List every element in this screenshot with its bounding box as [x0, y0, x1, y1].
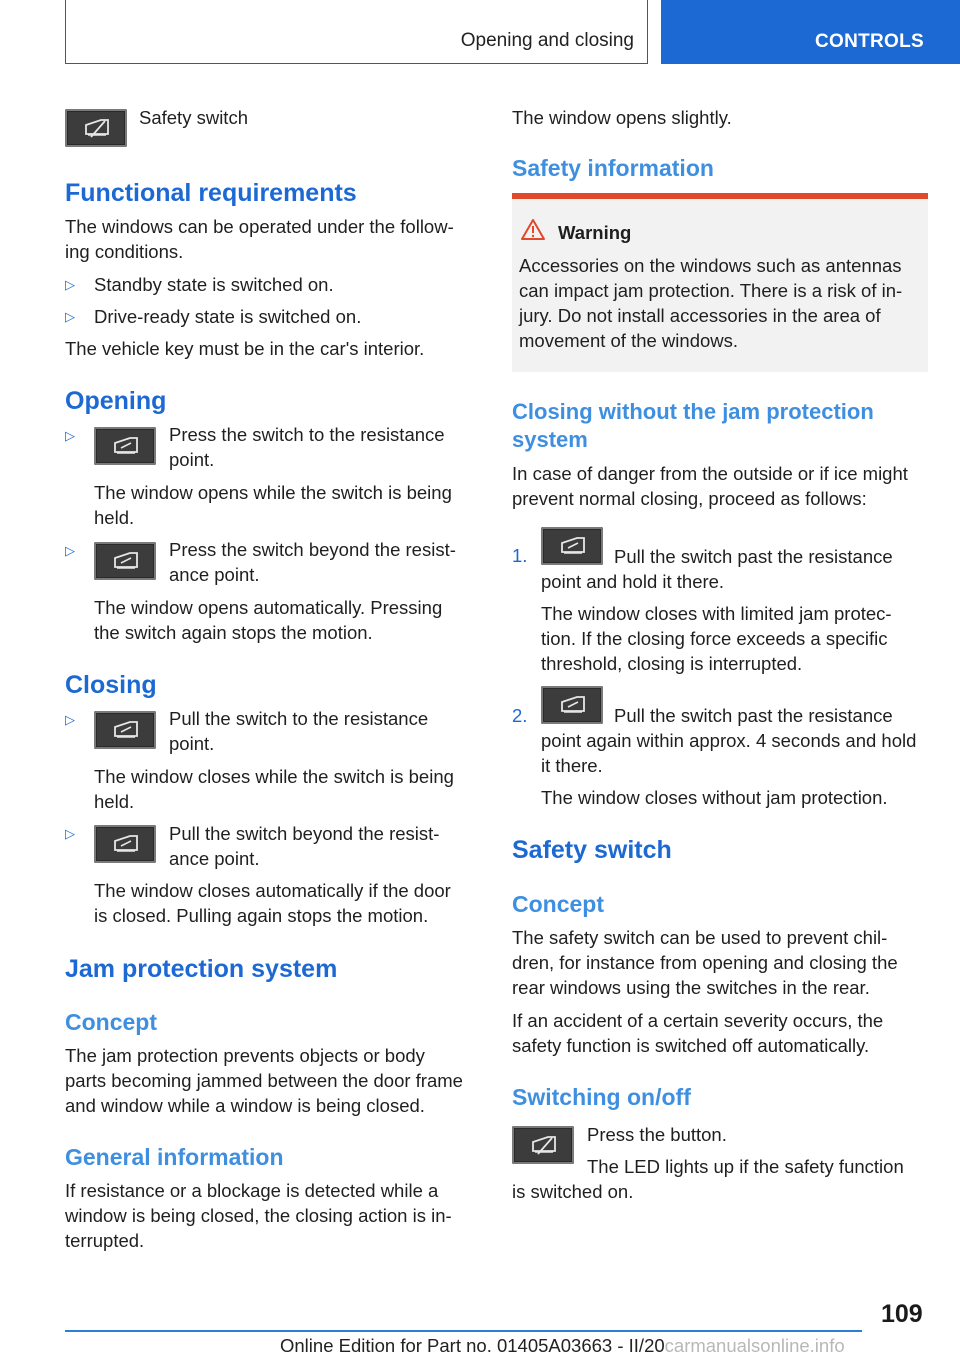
functional-requirements-intro-2: ing conditions. [65, 241, 184, 262]
jam-concept-line1: The jam protection prevents objects or body [65, 1045, 425, 1066]
list-item: Standby state is switched on. [94, 274, 334, 295]
window-switch-icon [94, 711, 156, 749]
header-chapter-title: CONTROLS [815, 31, 925, 52]
closing-item1-desc2: held. [94, 791, 135, 812]
safety-switch-icon [65, 109, 127, 147]
closing-item1-desc1: The window closes while the switch is being [94, 766, 454, 787]
window-switch-icon [94, 825, 156, 863]
general-information-line3: terrupted. [65, 1230, 145, 1251]
warning-triangle-icon [520, 218, 546, 242]
functional-requirements-note: The vehicle key must be in the car's interior. [65, 338, 425, 359]
safety-accident-line1: If an accident of a certain severity occurs, the [512, 1010, 884, 1031]
opening-item2-line1: Press the switch beyond the resist- [169, 539, 456, 560]
header-chapter-tab [661, 0, 960, 64]
opening-item1-line2: point. [169, 449, 215, 470]
closing-heading: Closing [65, 671, 157, 699]
step1-line1: Pull the switch past the resistance [614, 546, 893, 567]
safety-switch-caption: Safety switch [139, 107, 248, 128]
jam-protection-heading: Jam protection system [65, 955, 338, 983]
step1-desc3: threshold, closing is interrupted. [541, 653, 803, 674]
footer-divider [65, 1330, 862, 1332]
window-switch-icon [541, 527, 603, 565]
list-item: Drive-ready state is switched on. [94, 306, 362, 327]
bullet-triangle-icon: ▷ [65, 826, 75, 841]
closing-without-intro2: prevent normal closing, proceed as follows: [512, 488, 867, 509]
bullet-triangle-icon: ▷ [65, 309, 75, 324]
closing-item1-line2: point. [169, 733, 215, 754]
safety-switch-concept-heading: Concept [512, 891, 604, 917]
footer-edition [280, 1335, 845, 1357]
page-number: 109 [881, 1300, 923, 1328]
window-switch-icon [94, 542, 156, 580]
closing-item2-desc1: The window closes automatically if the door [94, 880, 451, 901]
warning-line1: Accessories on the windows such as antennas [519, 255, 902, 276]
window-switch-icon [541, 686, 603, 724]
bullet-triangle-icon: ▷ [65, 428, 75, 443]
jam-concept-line3: and window while a window is being closed. [65, 1095, 425, 1116]
step-number: 2. [512, 705, 528, 726]
header-section-box [65, 0, 648, 64]
closing-without-heading-line2: system [512, 427, 588, 452]
opening-heading: Opening [65, 387, 167, 415]
onoff-line2: The LED lights up if the safety function [587, 1156, 904, 1177]
general-information-heading: General information [65, 1144, 284, 1170]
bullet-triangle-icon: ▷ [65, 712, 75, 727]
step2-desc: The window closes without jam protection. [541, 787, 888, 808]
functional-requirements-intro-1: The windows can be operated under the follow- [65, 216, 454, 237]
opens-slightly-text: The window opens slightly. [512, 107, 732, 128]
warning-line4: movement of the windows. [519, 330, 739, 351]
safety-concept-line2: dren, for instance from opening and closing the [512, 952, 898, 973]
footer-edition-text: Online Edition for Part no. 01405A03663 - II/20 [280, 1335, 665, 1356]
warning-line3: jury. Do not install accessories in the area of [519, 305, 881, 326]
onoff-line3: is switched on. [512, 1181, 634, 1202]
switching-on-off-heading: Switching on/off [512, 1084, 691, 1110]
closing-item2-line2: ance point. [169, 848, 260, 869]
safety-information-heading: Safety information [512, 155, 714, 181]
functional-requirements-heading: Functional requirements [65, 179, 357, 207]
step2-line1: Pull the switch past the resistance [614, 705, 893, 726]
safety-accident-line2: safety function is switched off automatically. [512, 1035, 870, 1056]
footer-watermark: carmanualsonline.info [664, 1335, 845, 1356]
safety-switch-heading: Safety switch [512, 836, 672, 864]
step2-line2: point again within approx. 4 seconds and hold [541, 730, 917, 751]
opening-item2-desc2: the switch again stops the motion. [94, 622, 373, 643]
general-information-line2: window is being closed, the closing action is in- [65, 1205, 452, 1226]
closing-without-heading-line1: Closing without the jam protection [512, 399, 874, 424]
bullet-triangle-icon: ▷ [65, 543, 75, 558]
safety-concept-line3: rear windows using the switches in the rear. [512, 977, 870, 998]
warning-line2: can impact jam protection. There is a risk of in- [519, 280, 903, 301]
step1-desc1: The window closes with limited jam protec- [541, 603, 892, 624]
general-information-line1: If resistance or a blockage is detected while a [65, 1180, 439, 1201]
jam-concept-line2: parts becoming jammed between the door frame [65, 1070, 463, 1091]
opening-item1-desc2: held. [94, 507, 135, 528]
closing-without-intro1: In case of danger from the outside or if ice might [512, 463, 908, 484]
closing-item2-desc2: is closed. Pulling again stops the motion. [94, 905, 429, 926]
safety-concept-line1: The safety switch can be used to prevent chil- [512, 927, 888, 948]
jam-concept-heading: Concept [65, 1009, 157, 1035]
window-switch-icon [94, 427, 156, 465]
opening-item1-line1: Press the switch to the resistance [169, 424, 445, 445]
header-section-title: Opening and closing [460, 30, 634, 51]
step2-line3: it there. [541, 755, 603, 776]
opening-item1-desc1: The window opens while the switch is being [94, 482, 452, 503]
onoff-line1: Press the button. [587, 1124, 727, 1145]
step1-line2: point and hold it there. [541, 571, 725, 592]
closing-item1-line1: Pull the switch to the resistance [169, 708, 429, 729]
step-number: 1. [512, 545, 528, 566]
opening-item2-line2: ance point. [169, 564, 260, 585]
closing-item2-line1: Pull the switch beyond the resist- [169, 823, 440, 844]
bullet-triangle-icon: ▷ [65, 277, 75, 292]
safety-switch-icon [512, 1126, 574, 1164]
step1-desc2: tion. If the closing force exceeds a specific [541, 628, 888, 649]
warning-title: Warning [558, 222, 632, 243]
opening-item2-desc1: The window opens automatically. Pressing [94, 597, 443, 618]
